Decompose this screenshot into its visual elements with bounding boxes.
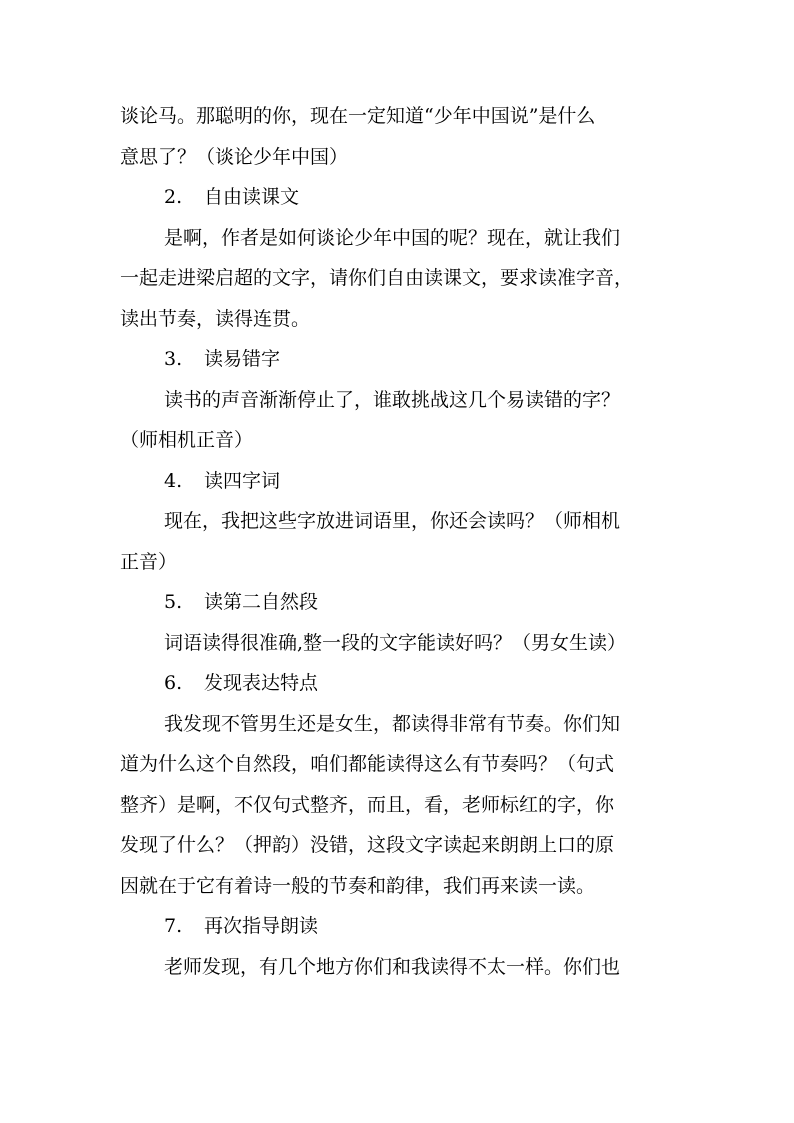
paragraph-line: 现在，我把这些字放进词语里，你还会读吗？（师相机 — [164, 510, 621, 532]
section-heading — [120, 461, 680, 502]
paragraph-line: 因就在于它有着诗一般的节奏和韵律，我们再来读一读。 — [120, 874, 596, 897]
section-title: 再次指导朗读 — [204, 915, 319, 937]
section-number: 2. — [164, 186, 183, 208]
section-title: 自由读课文 — [204, 186, 300, 208]
paragraph-line: （师相机正音） — [120, 429, 254, 451]
paragraph-line: 是啊，作者是如何谈论少年中国的呢？现在，就让我们 — [164, 226, 621, 249]
section-title: 读四字词 — [204, 469, 281, 492]
paragraph-line: 谈论马。那聪明的你，现在一定知道“少年中国说”是什么 — [120, 105, 596, 127]
section-heading — [120, 339, 680, 380]
section-heading — [120, 663, 680, 704]
section-heading — [120, 906, 680, 947]
document-body — [120, 96, 680, 987]
section-heading — [120, 177, 680, 218]
section-title: 读易错字 — [204, 348, 281, 370]
section-title: 发现表达特点 — [204, 672, 319, 694]
section-number: 6. — [164, 672, 183, 694]
section-number: 7. — [164, 915, 183, 937]
paragraph-line: 老师发现，有几个地方你们和我读得不太一样。你们也 — [164, 955, 621, 978]
paragraph-line: 一起走进梁启超的文字，请你们自由读课文，要求读准字音， — [120, 267, 634, 289]
section-number: 3. — [164, 348, 183, 370]
paragraph-line: 意思了？（谈论少年中国） — [120, 145, 349, 168]
paragraph-line: 词语读得很准确,整一段的文字能读好吗？（男女生读） — [164, 631, 627, 654]
paragraph-line: 发现了什么？（押韵）没错，这段文字读起来朗朗上口的原 — [120, 834, 615, 856]
paragraph-line: 读书的声音渐渐停止了，谁敢挑战这几个易读错的字？ — [164, 388, 621, 411]
paragraph-line: 我发现不管男生还是女生，都读得非常有节奏。你们知 — [164, 712, 621, 735]
paragraph-line: 正音） — [120, 550, 178, 573]
section-number: 5. — [164, 591, 183, 613]
paragraph-line: 道为什么这个自然段，咱们都能读得这么有节奏吗？（句式 — [120, 753, 615, 775]
paragraph-line: 整齐）是啊，不仅句式整齐，而且，看，老师标红的字，你 — [120, 793, 615, 816]
section-number: 4. — [164, 469, 183, 492]
section-title: 读第二自然段 — [204, 591, 319, 613]
paragraph-line: 读出节奏，读得连贯。 — [120, 307, 311, 330]
section-heading — [120, 582, 680, 623]
